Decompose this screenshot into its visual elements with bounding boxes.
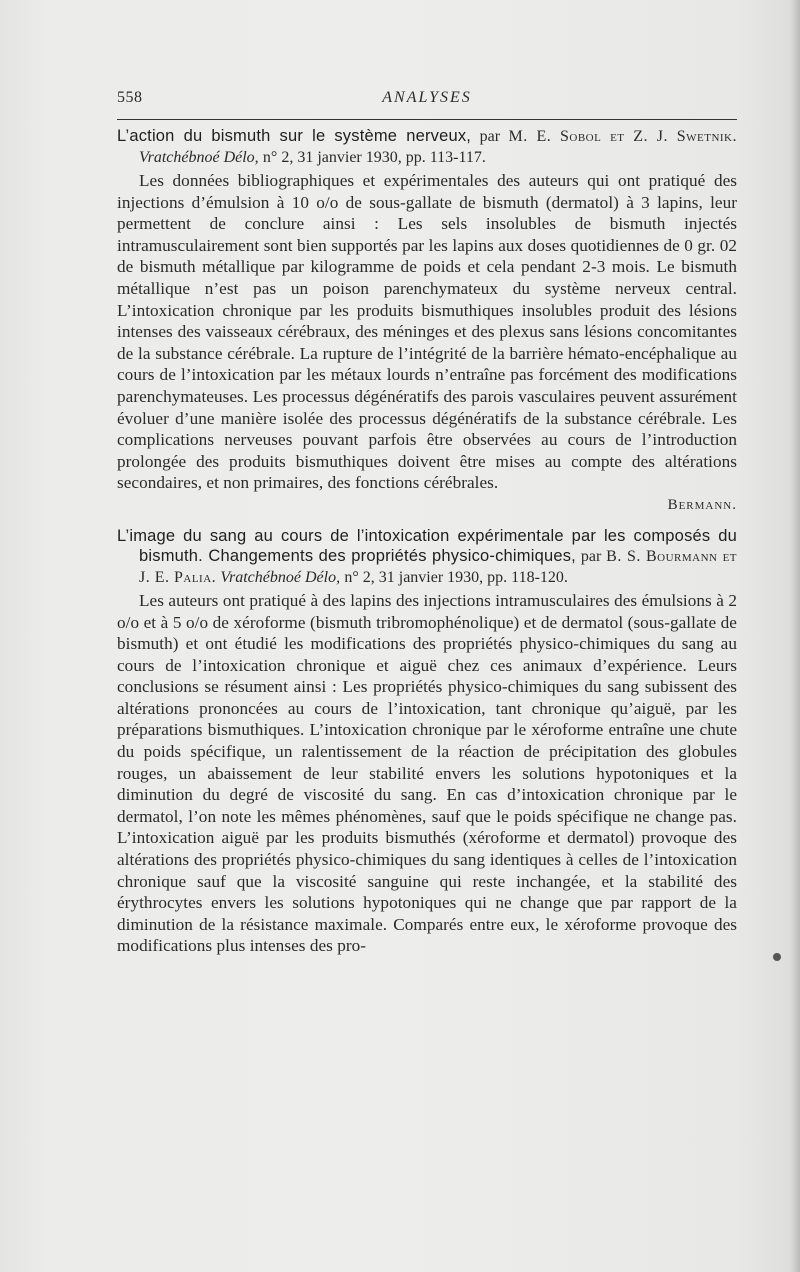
article-2-byline-prefix: par	[580, 547, 602, 565]
article-1-byline-prefix: par	[479, 128, 501, 145]
article-2	[117, 526, 737, 957]
article-1-citation: n° 2, 31 janvier 1930, pp. 113-117.	[262, 149, 486, 166]
article-2-citation: n° 2, 31 janvier 1930, pp. 118-120.	[344, 568, 568, 586]
article-2-heading	[117, 526, 737, 588]
article-2-journal: Vratchébnoé Délo,	[220, 568, 341, 586]
page-content	[117, 126, 737, 957]
article-1-title: L’action du bismuth sur le système nerveux,	[117, 127, 472, 145]
article-1-heading	[117, 126, 737, 168]
article-2-title: L’image du sang au cours de l’intoxication expérimentale par les composés du bismuth. Changements des propriétés physico-chimiques,	[117, 526, 737, 565]
article-2-body: Les auteurs ont pratiqué à des lapins des injections intramusculaires des émulsions à 2 o/o et à 5 o/o de xéroforme (bismuth tribromophénolique) et de dermatol (sous-gallate de bismuth) et ont étudié les modifications des propriétés physico-chimiques du sang au cours de l’intoxication chronique et aiguë chez ces animaux d’expérience. Leurs conclusions se résument ainsi : Les propriétés physico-chimiques du sang subissent des altérations prononcées au cours de l’intoxication, tant chronique qu’aiguë, par les préparations bismuthiques. L’intoxication chronique par le xéroforme entraîne une chute du poids spécifique, un ralentissement de la réaction de précipitation des globules rouges, un abaissement de leur stabilité envers les solutions hypotoniques et la diminution du degré de viscosité du sang. En cas d’intoxication chronique par le dermatol, l’on note les mêmes phénomènes, sauf que le poids spécifique ne change pas. L’intoxication aiguë par les produits bismuthés (xéroforme et dermatol) provoque des altérations des propriétés physico-chimiques du sang identiques à celles de l’intoxication chronique sauf que la viscosité sanguine qui reste inchangée, et la stabilité des érythrocytes envers les solutions hypotoniques qui ne change que par rapport de la diminution de la résistance maximale. Comparés entre eux, le xéroforme provoque des modifications plus intenses des pro-	[117, 590, 737, 956]
running-head: ANALYSES	[382, 89, 472, 106]
article-1-body: Les données bibliographiques et expérimentales des auteurs qui ont pratiqué des injections d’émulsion à 10 o/o de sous-gallate de bismuth (dermatol) à 3 lapins, leur permettent de conclure ainsi : Les sels insolubles de bismuth injectés intramusculairement sont bien supportés par les lapins aux doses quotidiennes de 0 gr. 02 de bismuth métallique par kilogramme de poids et cela pendant 2-3 mois. Le bismuth métallique n’est pas un poison parenchymateux du système nerveux central. L’intoxication chronique par les produits bismuthiques insolubles produit des lésions intenses des vaisseaux cérébraux, des méninges et des plexus sans lésions concomitantes de la substance cérébrale. La rupture de l’intégrité de la barrière hémato-encéphalique au cours de l’intoxication par les métaux lourds n’entraîne pas forcément des modifications parenchymateuses. Les processus dégénératifs des parois vasculaires peuvent assurément évoluer d’une manière isolée des processus dégénératifs de la substance cérébrale. Les complications nerveuses pouvant parfois être observées au cours de l’introduction prolongée des produits bismuthiques doivent être mises au compte des altérations secondaires, et non primaires, des fonctions cérébrales.	[117, 171, 737, 493]
header-rule	[117, 119, 737, 120]
article-2-authors: B. S. Bourmann et J. E. Palia.	[139, 547, 738, 586]
article-1-authors: M. E. Sobol et Z. J. Swetnik.	[508, 128, 738, 145]
ink-speck	[773, 953, 781, 961]
page-edge-shadow	[790, 0, 800, 1272]
article-1	[117, 126, 737, 516]
article-1-journal: Vratchébnoé Délo,	[139, 149, 259, 166]
page-header	[117, 89, 737, 111]
page-number: 558	[117, 89, 143, 106]
article-1-signature: Bermann.	[667, 496, 737, 513]
